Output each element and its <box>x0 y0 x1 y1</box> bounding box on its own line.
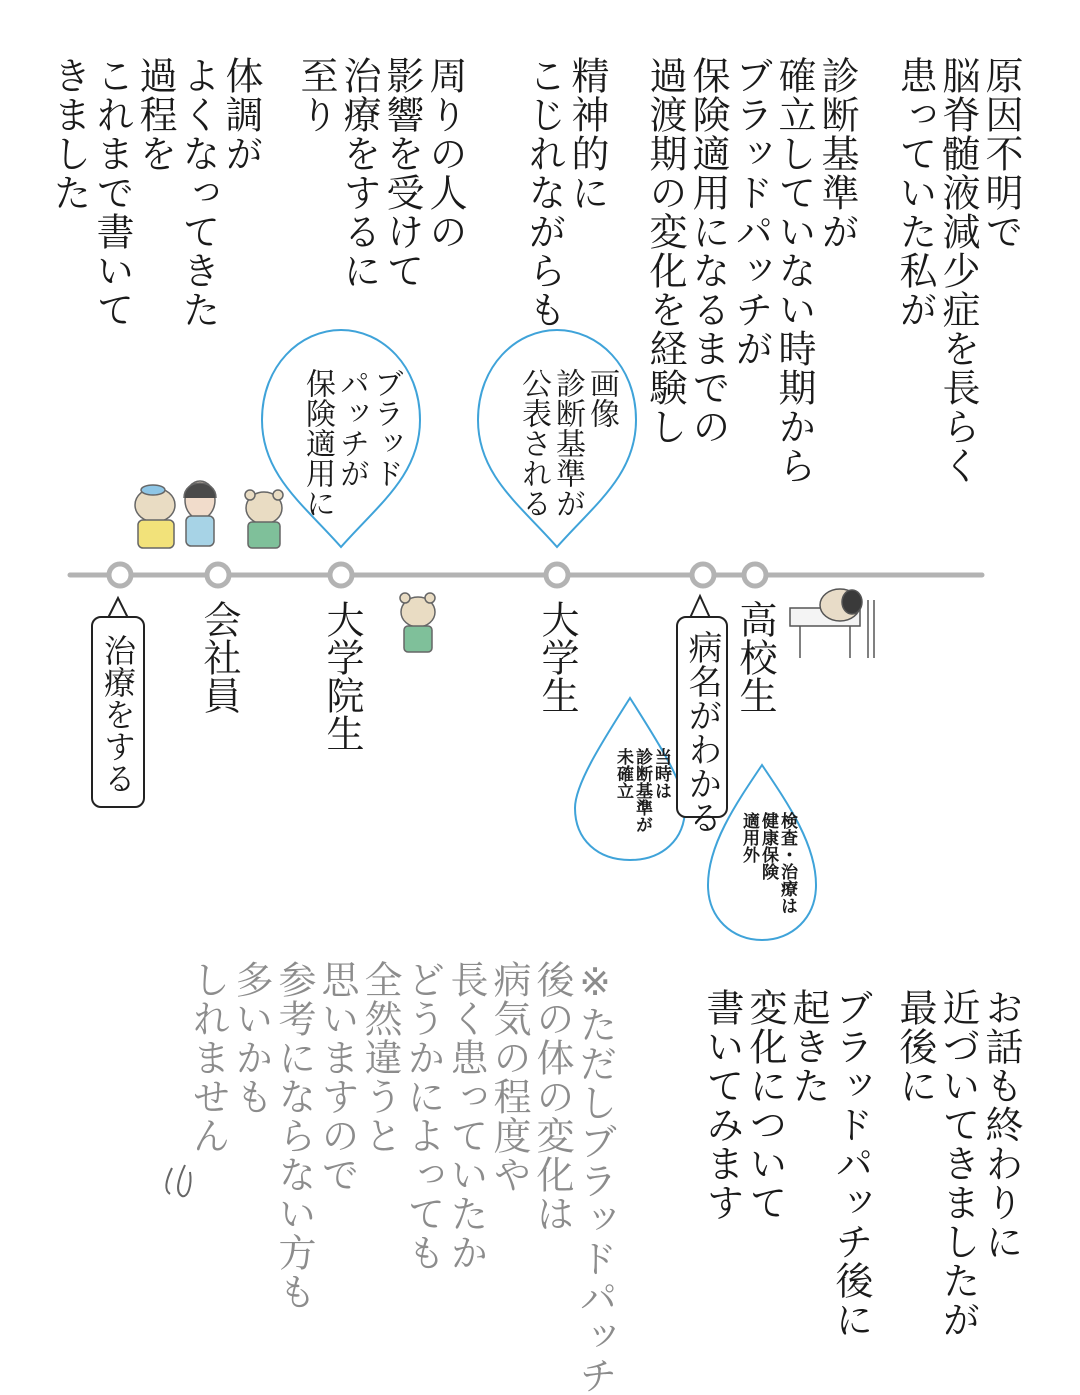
diagnosis-label: 病名がわかる <box>682 630 722 834</box>
intro-text-col3: 精神的に こじれながらも <box>522 56 609 329</box>
desk-illustration <box>790 589 874 658</box>
timeline-node-diagnosis <box>692 564 714 586</box>
drop-insurance-text: 検査・治療は 健康保険 適用外 <box>739 812 797 914</box>
timeline-node-graduate <box>330 564 352 586</box>
intro-text-col4: 周りの人の 影響を受けて 治療をするに 至り <box>294 56 467 290</box>
three-characters <box>135 481 283 548</box>
note-text: ※ただしブラッドパッチ 後の体の変化は 病気の程度や 長く患っていたか どうかによっても 全然違うと 思いますので 参考にならない方も 多いかも しれません <box>186 960 617 1395</box>
closing-text-col1: お話も終わりに 近づいてきましたが 最後に <box>893 988 1023 1339</box>
bear-character-small <box>400 593 435 652</box>
intro-text-col1: 原因不明で 脳脊髄液減少症を長らく 患っていた私が <box>893 56 1023 485</box>
treatment-label-box <box>91 616 145 808</box>
stage-label-university: 大学生 <box>535 600 579 714</box>
timeline-node-university <box>546 564 568 586</box>
diagnosis-box-pointer <box>690 596 710 618</box>
intro-text-col5: 体調が よくなってきた 過程を これまで書いて きました <box>47 56 263 329</box>
drop-undetermined-text: 当時は 診断基準が 未確立 <box>613 748 671 833</box>
stage-label-graduate: 大学院生 <box>320 600 364 752</box>
diagnosis-label-box <box>676 616 728 834</box>
timeline-node-highschool <box>744 564 766 586</box>
closing-text-col2: ブラッドパッチ後に 起きた 変化について 書いてみます <box>700 988 873 1339</box>
treatment-label: 治療をする <box>99 634 137 794</box>
intro-text-col2: 診断基準が 確立していない時期から ブラッドパッチが 保険適用になるまでの 過渡期の変化を経験し <box>643 56 859 485</box>
stage-label-employee: 会社員 <box>197 600 241 714</box>
drop-patch-text: ブラッド パッチが 保険適用に <box>300 368 403 518</box>
treatment-box-pointer <box>108 598 128 618</box>
drop-imaging-text: 画像 診断基準が 公表される <box>516 368 619 518</box>
timeline-node-employee <box>207 564 229 586</box>
timeline-node-treatment <box>109 564 131 586</box>
stage-label-highschool: 高校生 <box>733 600 777 714</box>
